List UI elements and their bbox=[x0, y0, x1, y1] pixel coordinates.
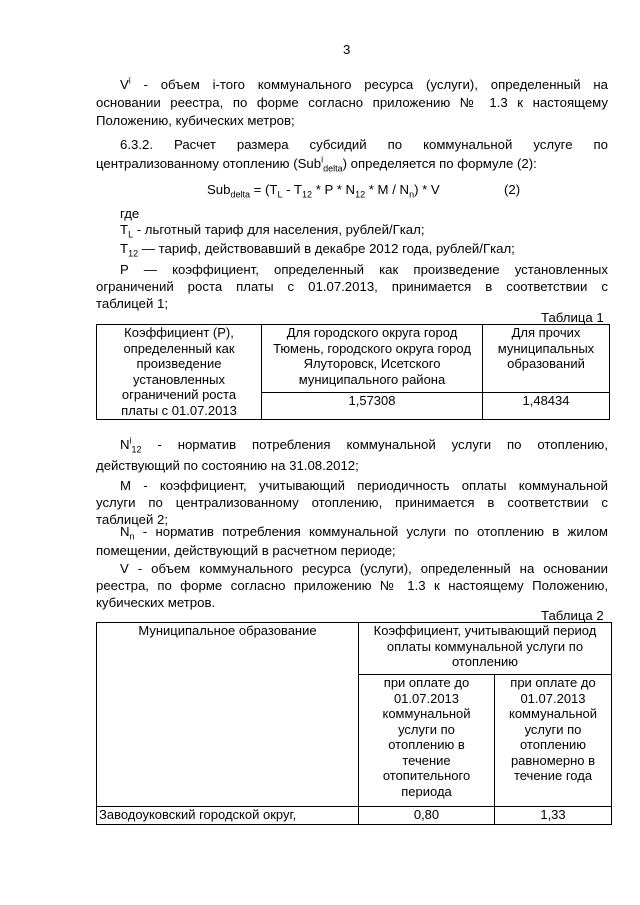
page-number: 3 bbox=[343, 42, 351, 57]
m-definition-line-3: таблицей 2; bbox=[96, 512, 169, 527]
table-2-row-name: Заводоуковский городской округ, bbox=[97, 807, 359, 825]
formula-number: (2) bbox=[504, 182, 521, 197]
tl-definition: $T_L$ - льготный тариф для населения, рублей/Гкал; bbox=[120, 222, 425, 240]
m-definition-line-2: услуги по централизованному отоплению, принимается в соответствии с bbox=[96, 495, 608, 510]
table-1-value-other: 1,48434 bbox=[483, 393, 610, 420]
vi-definition-line-2: основании реестра, по форме согласно приложению № 1.3 к настоящему bbox=[96, 95, 608, 110]
table-2-header-coefficient: Коэффициент, учитывающий период оплаты коммунальной услуги по отоплению bbox=[359, 623, 612, 675]
n12-definition-line-1: $N^i_{12}$ - норматив потребления коммунальной услуги по отоплению, bbox=[120, 435, 608, 455]
section-6-3-2-line-1: 6.3.2. Расчет размера субсидий по коммунальной услуге по bbox=[120, 137, 608, 152]
table-1-header-tyumen: Для городского округа город Тюмень, городского округа город Ялуторовск, Исетского муниципального района bbox=[262, 325, 483, 393]
vi-definition-line-1: $V^i$ - объем i-того коммунального ресурса (услуги), определенный на bbox=[120, 75, 608, 92]
table-1-header-coefficient: Коэффициент (Р), определенный как произведение установленных ограничений роста платы с 01.07.2013 bbox=[97, 325, 262, 420]
table-2-row-value-b: 1,33 bbox=[495, 807, 612, 825]
table-2-header-year-round: при оплате до 01.07.2013 коммунальной услуги по отоплению равномерно в течение года bbox=[495, 675, 612, 807]
p-definition-line-3: таблицей 1; bbox=[96, 296, 169, 311]
table-1-header-other: Для прочих муниципальных образований bbox=[483, 325, 610, 393]
table-1 bbox=[96, 324, 610, 420]
table-2-caption: Таблица 2 bbox=[541, 608, 604, 623]
table-1-caption: Таблица 1 bbox=[541, 310, 604, 325]
v-definition-line-1: V - объем коммунального ресурса (услуги), определенный на основании bbox=[120, 561, 608, 576]
where-label: где bbox=[120, 206, 140, 221]
v-definition-line-3: кубических метров. bbox=[96, 595, 216, 610]
n12-definition-line-2: действующий по состоянию на 31.08.2012; bbox=[96, 458, 359, 473]
section-6-3-2-line-2: централизованному отоплению (Sub$^i_{delta}$) определяется по формуле (2): bbox=[96, 154, 537, 174]
nn-definition-line-1: $N_n$ - норматив потребления коммунальной услуги по отоплению в жилом bbox=[120, 524, 608, 542]
m-definition-line-1: M - коэффициент, учитывающий периодичность оплаты коммунальной bbox=[120, 478, 608, 493]
table-1-value-tyumen: 1,57308 bbox=[262, 393, 483, 420]
table-2 bbox=[96, 622, 612, 825]
table-2-row-value-a: 0,80 bbox=[359, 807, 495, 825]
v-definition-line-2: реестра, по форме согласно приложению № 1.3 к настоящему Положению, bbox=[96, 578, 608, 593]
p-definition-line-2: ограничений роста платы с 01.07.2013, принимается в соответствии с bbox=[96, 279, 608, 294]
t12-definition: $T_{12}$ — тариф, действовавший в декабре 2012 года, рублей/Гкал; bbox=[120, 241, 515, 259]
table-2-header-municipality: Муниципальное образование bbox=[97, 623, 359, 807]
p-definition-line-1: P — коэффициент, определенный как произведение установленных bbox=[120, 262, 608, 277]
vi-definition-line-3: Положению, кубических метров; bbox=[96, 113, 295, 128]
nn-definition-line-2: помещении, действующий в расчетном периоде; bbox=[96, 543, 396, 558]
formula-2: $Sub_{delta} = (T_L - T_{12} * P * N_{12} * M / N_n) * V$ bbox=[207, 182, 440, 200]
table-2-header-heating-season: при оплате до 01.07.2013 коммунальной услуги по отоплению в течение отопительного периода bbox=[359, 675, 495, 807]
table-row bbox=[97, 807, 612, 825]
